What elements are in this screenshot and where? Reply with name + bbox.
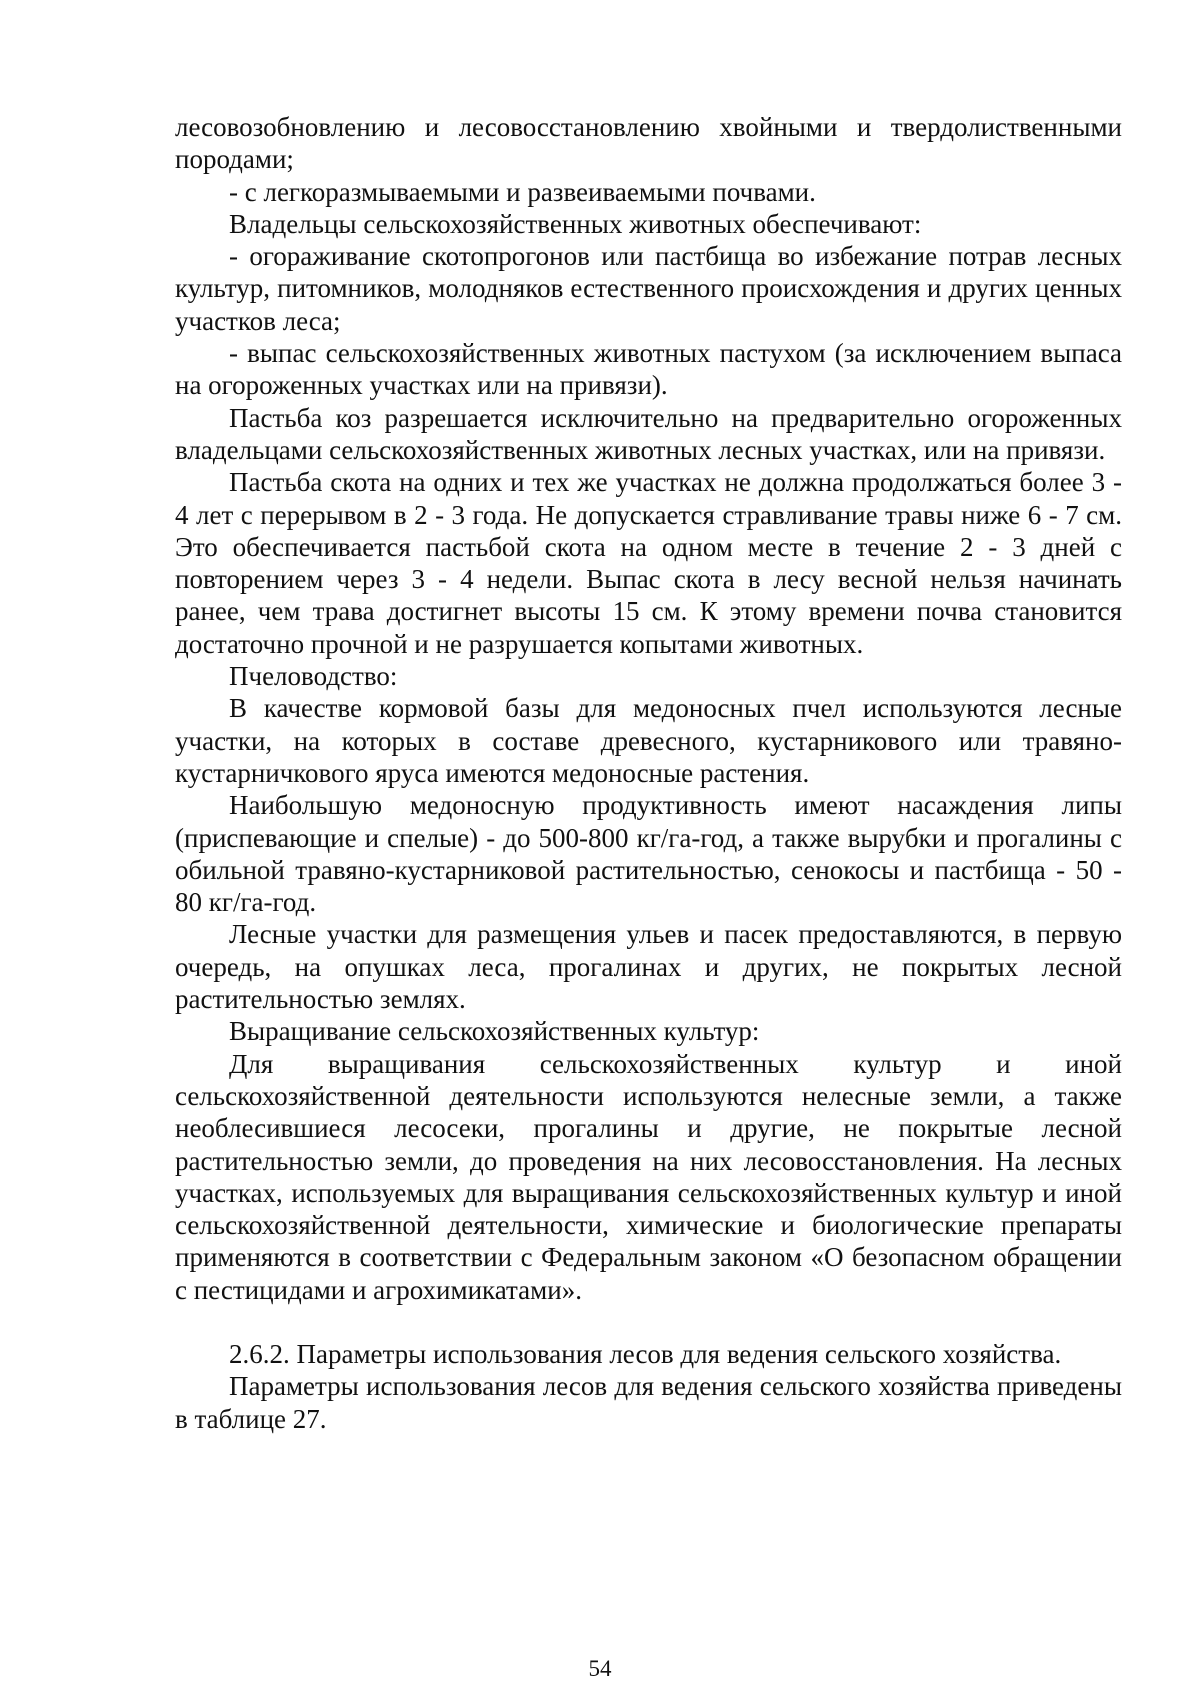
body-text [175, 111, 1122, 1435]
list-item-soils: - с легкоразмываемыми и развеиваемыми почвами. [229, 176, 816, 207]
paragraph-owners-duties: Владельцы сельскохозяйственных животных обеспечивают: [229, 208, 922, 239]
section-heading-2-6-2: 2.6.2. Параметры использования лесов для ведения сельского хозяйства. [229, 1338, 1062, 1369]
paragraph-table-reference: Параметры использования лесов для ведения сельского хозяйства приведены в таблице 27. [175, 1371, 1122, 1434]
list-item-fencing: - огораживание скотопрогонов или пастбища во избежание потрав лесных культур, питомников, молодняков естественного происхождения и других ценных участков леса; [175, 241, 1122, 336]
paragraph-cattle-grazing: Пастьба скота на одних и тех же участках не должна продолжаться более 3 - 4 лет с перерывом в 2 - 3 года. Не допускается стравливание травы ниже 6 - 7 см. Это обеспечивается пастьбой скота на одном месте в течение 2 - 3 дней с повторением через 3 - 4 недели. Выпас скота в лесу весной нельзя начинать ранее, чем трава достигнет высоты 15 см. К этому времени почва становится достаточно прочной и не разрушается копытами животных. [175, 467, 1122, 659]
page-number: 54 [588, 1656, 612, 1681]
paragraph-continuation: лесовозобновлению и лесовосстановлению хвойными и твердолиственными породами; [175, 112, 1122, 175]
list-item-grazing: - выпас сельскохозяйственных животных пастухом (за исключением выпаса на огороженных участках или на привязи). [175, 338, 1122, 401]
heading-crops: Выращивание сельскохозяйственных культур: [229, 1016, 760, 1047]
paragraph-goats: Пастьба коз разрешается исключительно на предварительно огороженных владельцами сельскохозяйственных животных лесных участках, или на привязи. [175, 402, 1122, 465]
paragraph-forage-base: В качестве кормовой базы для медоносных пчел используются лесные участки, на которых в составе древесного, кустарникового или травяно-кустарничкового яруса имеются медоносные растения. [175, 693, 1122, 788]
heading-beekeeping: Пчеловодство: [229, 661, 398, 692]
paragraph-apiaries: Лесные участки для размещения ульев и пасек предоставляются, в первую очередь, на опушках леса, прогалинах и других, не покрытых лесной растительностью землях. [175, 919, 1122, 1015]
paragraph-productivity: Наибольшую медоносную продуктивность имеют насаждения липы (приспевающие и спелые) - до 500-800 кг/га-год, а также вырубки и прогалины с обильной травяно-кустарниковой растительностью, сенокосы и пастбища - 50 - 80 кг/га-год. [175, 790, 1122, 918]
paragraph-crop-growing: Для выращивания сельскохозяйственных культур и иной сельскохозяйственной деятельности используются нелесные земли, а также необлесившиеся лесосеки, прогалины и другие, не покрытые лесной растительностью земли, до проведения на них лесовосстановления. На лесных участках, используемых для выращивания сельскохозяйственных культур и иной сельскохозяйственной деятельности, химические и биологические препараты применяются в соответствии с Федеральным законом «О безопасном обращении с пестицидами и агрохимикатами». [175, 1048, 1122, 1305]
